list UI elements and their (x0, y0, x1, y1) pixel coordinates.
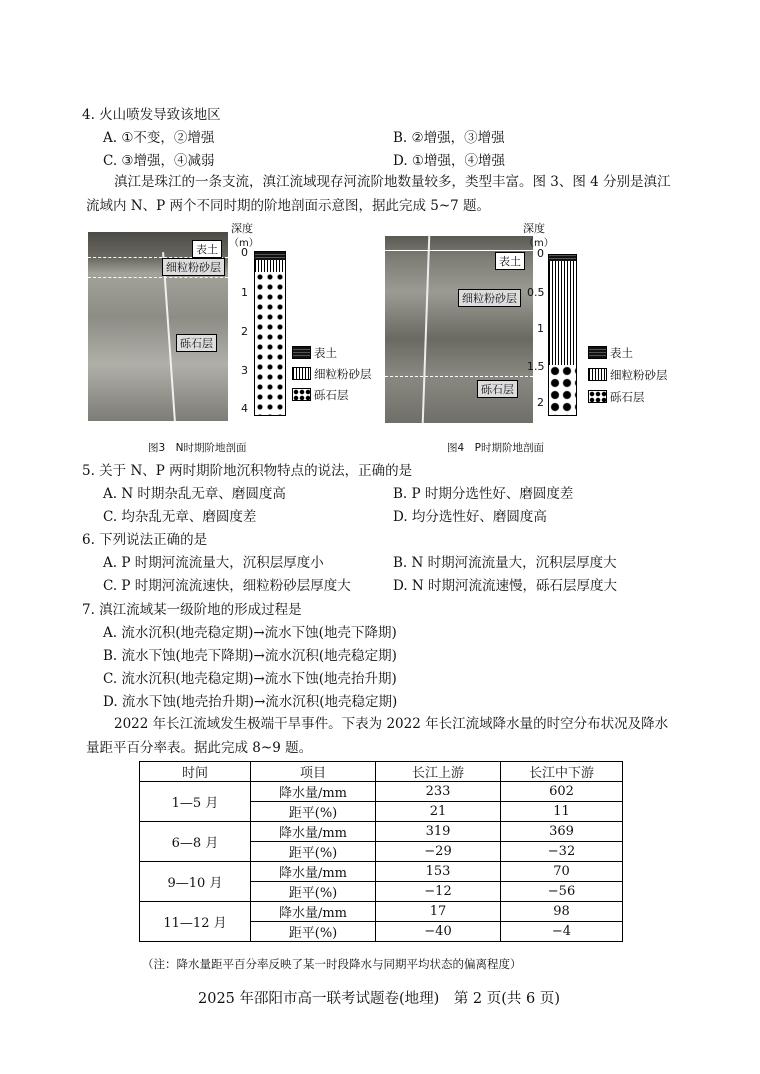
precipitation-table (139, 761, 623, 942)
fig3-depth-title: 深度 (231, 222, 253, 235)
legend-label: 砾石层 (610, 390, 645, 404)
fig4-caption: 图4 P时期阶地剖面 (447, 442, 545, 454)
table-cell: 11 (501, 802, 623, 822)
q7-option-c: C. 流水沉积(地壳稳定期)→流水下蚀(地壳抬升期) (103, 671, 397, 687)
fig4-tick: 0.5 (527, 286, 545, 299)
table-header: 长江上游 (376, 762, 501, 782)
intro-paragraph-1: 滇江是珠江的一条支流，滇江流域现存河流阶地数量较多，类型丰富。图 3、图 4 分别是滇江流域内 N、P 两个不同时期的阶地剖面示意图，据此完成 5~7 题。 (86, 174, 671, 214)
fig3-tick: 2 (241, 325, 248, 338)
fig4-tick: 0 (537, 247, 544, 260)
legend-label: 细粒粉砂层 (314, 367, 372, 381)
table-cell: 17 (376, 902, 501, 922)
table-row (140, 902, 623, 922)
fig4-strata-column (548, 254, 577, 416)
legend-swatch-gravel (292, 388, 311, 401)
fig4-label-topsoil: 表土 (495, 252, 525, 270)
q4-option-c: C. ③增强，④减弱 (103, 153, 215, 169)
q4-option-a: A. ①不变，②增强 (103, 130, 215, 146)
fig3-strata-column (254, 251, 286, 416)
q6-option-b: B. N 时期河流流量大，沉积层厚度大 (393, 555, 617, 571)
table-cell: 98 (501, 902, 623, 922)
fig4-boundary-line (385, 376, 533, 377)
legend-swatch-silt (588, 368, 607, 381)
q6-stem: 6. 下列说法正确的是 (82, 532, 208, 548)
table-cell: 21 (376, 802, 501, 822)
legend-swatch-silt (292, 367, 311, 380)
q6-option-a: A. P 时期河流流量大，沉积层厚度小 (103, 555, 324, 571)
table-cell: 降水量/mm (251, 822, 376, 842)
table-cell: −4 (501, 922, 623, 942)
table-cell: 233 (376, 782, 501, 802)
table-cell: 距平(%) (251, 922, 376, 942)
fig4-boundary-line (385, 250, 533, 251)
q5-option-a: A. N 时期杂乱无章、磨圆度高 (103, 486, 286, 502)
table-period: 1—5 月 (140, 782, 251, 822)
table-cell: −29 (376, 842, 501, 862)
fig4-layer-silt (549, 261, 576, 365)
table-cell: 70 (501, 862, 623, 882)
table-cell: −32 (501, 842, 623, 862)
fig3-label-topsoil: 表土 (192, 240, 222, 258)
fig3-tick: 4 (241, 402, 248, 415)
q4-option-d: D. ①增强，④增强 (393, 153, 506, 169)
legend-swatch-topsoil (588, 346, 607, 359)
q7-option-b: B. 流水下蚀(地壳下降期)→流水沉积(地壳稳定期) (103, 648, 397, 664)
fig4-depth-title: 深度 (523, 222, 545, 235)
table-cell: 距平(%) (251, 842, 376, 862)
table-row (140, 822, 623, 842)
q6-option-c: C. P 时期河流流速快，细粒粉砂层厚度大 (103, 578, 351, 594)
q5-option-d: D. 均分选性好、磨圆度高 (393, 509, 547, 525)
fig3-tick: 0 (241, 246, 248, 259)
table-cell: 距平(%) (251, 882, 376, 902)
table-row (140, 862, 623, 882)
fig4-tick: 1 (537, 322, 544, 335)
legend-swatch-gravel (588, 390, 607, 403)
table-header: 长江中下游 (501, 762, 623, 782)
table-cell: 降水量/mm (251, 782, 376, 802)
fig4-measuring-rod (422, 236, 431, 423)
table-period: 6—8 月 (140, 822, 251, 862)
fig3-tick: 3 (241, 364, 248, 377)
legend-label: 表土 (314, 346, 337, 360)
table-cell: −40 (376, 922, 501, 942)
table-cell: 距平(%) (251, 802, 376, 822)
table-cell: −12 (376, 882, 501, 902)
table-period: 9—10 月 (140, 862, 251, 902)
fig3-boundary-line (88, 277, 228, 278)
legend-label: 细粒粉砂层 (610, 368, 668, 382)
fig4-tick: 1.5 (527, 360, 545, 373)
fig3-layer-gravel (255, 272, 285, 415)
table-period: 11—12 月 (140, 902, 251, 942)
fig4-tick: 2 (537, 396, 544, 409)
fig3-tick: 1 (241, 286, 248, 299)
fig3-legend-topsoil (292, 345, 337, 361)
legend-swatch-topsoil (292, 346, 311, 359)
q7-option-d: D. 流水下蚀(地壳抬升期)→流水沉积(地壳稳定期) (103, 694, 398, 710)
q5-option-b: B. P 时期分选性好、磨圆度差 (393, 486, 574, 502)
table-note: （注：降水量距平百分率反映了某一时段降水与同期平均状态的偏离程度） (142, 957, 522, 971)
fig4-legend-silt (588, 367, 668, 383)
table-header: 项目 (251, 762, 376, 782)
intro-paragraph-2: 2022 年长江流域发生极端干旱事件。下表为 2022 年长江流域降水量的时空分布状况及降水量距平百分率表。据此完成 8~9 题。 (86, 716, 669, 756)
q4-option-b: B. ②增强，③增强 (393, 130, 505, 146)
table-header: 时间 (140, 762, 251, 782)
page-footer: 2025 年邵阳市高一联考试题卷(地理) 第 2 页(共 6 页) (198, 991, 561, 1007)
q7-option-a: A. 流水沉积(地壳稳定期)→流水下蚀(地壳下降期) (103, 625, 397, 641)
q5-stem: 5. 关于 N、P 两时期阶地沉积物特点的说法，正确的是 (82, 463, 413, 479)
fig4-legend-topsoil (588, 345, 633, 361)
table-cell: 降水量/mm (251, 902, 376, 922)
table-row (140, 782, 623, 802)
table-cell: 降水量/mm (251, 862, 376, 882)
table-cell: −56 (501, 882, 623, 902)
fig3-layer-topsoil (255, 252, 285, 260)
fig4-layer-gravel (549, 365, 576, 415)
fig3-unit: （m） (229, 238, 259, 249)
fig4-label-gravel: 砾石层 (477, 380, 518, 398)
fig3-caption: 图3 N时期阶地剖面 (148, 442, 247, 454)
legend-label: 砾石层 (314, 388, 349, 402)
fig4-unit: （m） (524, 238, 554, 249)
fig4-legend-gravel (588, 389, 645, 405)
fig3-legend-gravel (292, 387, 349, 403)
q4-stem: 4. 火山喷发导致该地区 (82, 107, 221, 123)
table-cell: 153 (376, 862, 501, 882)
table-cell: 602 (501, 782, 623, 802)
table-header-row (140, 762, 623, 782)
legend-label: 表土 (610, 346, 633, 360)
fig3-label-gravel: 砾石层 (176, 334, 217, 352)
table-cell: 369 (501, 822, 623, 842)
q7-stem: 7. 滇江流域某一级阶地的形成过程是 (82, 602, 302, 618)
q5-option-c: C. 均杂乱无章、磨圆度差 (103, 509, 257, 525)
fig3-label-silt: 细粒粉砂层 (162, 258, 225, 276)
fig4-label-silt: 细粒粉砂层 (458, 289, 521, 307)
fig3-layer-silt (255, 260, 285, 272)
table-cell: 319 (376, 822, 501, 842)
fig3-legend-silt (292, 366, 372, 382)
q6-option-d: D. N 时期河流流速慢，砾石层厚度大 (393, 578, 618, 594)
